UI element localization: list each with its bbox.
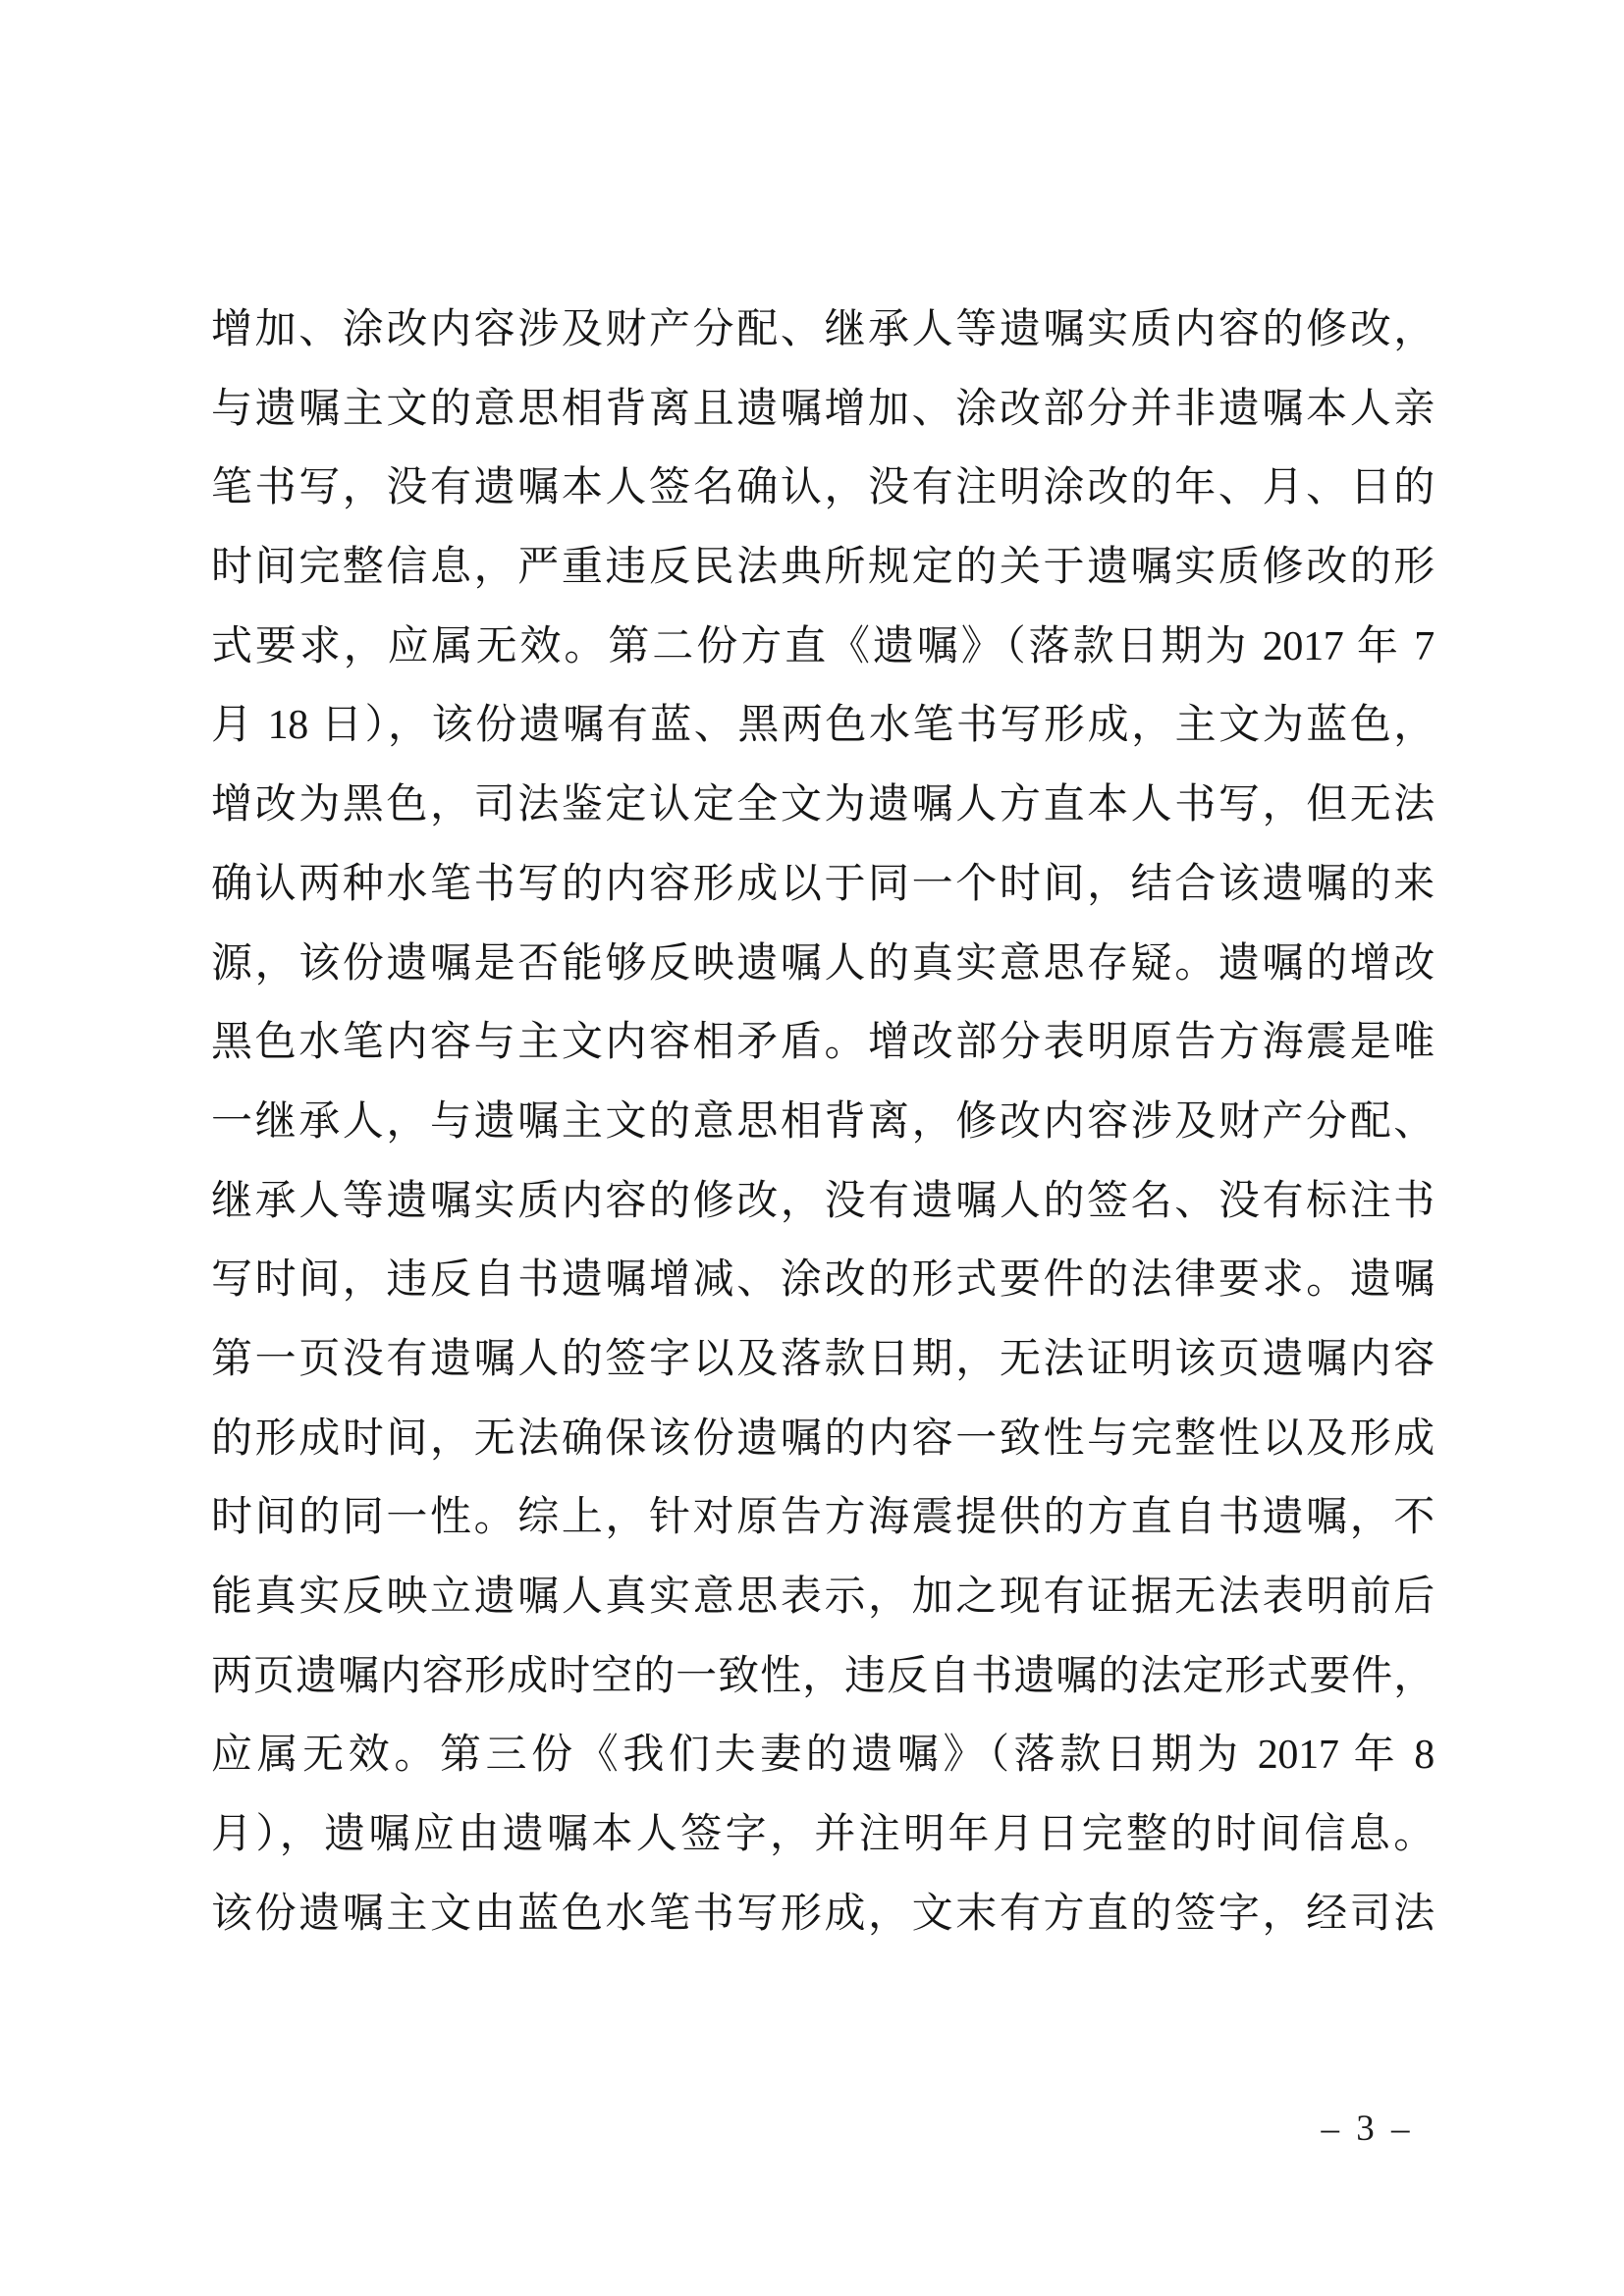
text-line: 黑色水笔内容与主文内容相矛盾。增改部分表明原告方海震是唯 xyxy=(211,1020,1435,1066)
text-line: 月 18 日），该份遗嘱有蓝、黑两色水笔书写形成，主文为蓝色， xyxy=(211,703,1435,749)
page-number: – 3 – xyxy=(1321,2109,1414,2149)
text-line: 笔书写，没有遗嘱本人签名确认，没有注明涂改的年、月、日的 xyxy=(211,465,1435,511)
text-line: 能真实反映立遗嘱人真实意思表示，加之现有证据无法表明前后 xyxy=(211,1575,1435,1620)
text-line: 应属无效。第三份《我们夫妻的遗嘱》（落款日期为 2017 年 8 xyxy=(211,1733,1435,1779)
text-line: 该份遗嘱主文由蓝色水笔书写形成，文末有方直的签字，经司法 xyxy=(211,1891,1435,1937)
text-line: 增加、涂改内容涉及财产分配、继承人等遗嘱实质内容的修改， xyxy=(211,307,1435,352)
text-line: 增改为黑色，司法鉴定认定全文为遗嘱人方直本人书写，但无法 xyxy=(211,782,1435,828)
text-line: 时间完整信息，严重违反民法典所规定的关于遗嘱实质修改的形 xyxy=(211,545,1435,591)
body-text xyxy=(211,291,1435,1953)
text-line: 的形成时间，无法确保该份遗嘱的内容一致性与完整性以及形成 xyxy=(211,1415,1435,1462)
text-line: 一继承人，与遗嘱主文的意思相背离，修改内容涉及财产分配、 xyxy=(211,1098,1435,1145)
text-line: 源，该份遗嘱是否能够反映遗嘱人的真实意思存疑。遗嘱的增改 xyxy=(211,940,1435,987)
text-line: 两页遗嘱内容形成时空的一致性，违反自书遗嘱的法定形式要件， xyxy=(211,1653,1435,1699)
text-line: 继承人等遗嘱实质内容的修改，没有遗嘱人的签名、没有标注书 xyxy=(211,1178,1435,1224)
text-line: 月），遗嘱应由遗嘱本人签字，并注明年月日完整的时间信息。 xyxy=(211,1812,1435,1858)
text-line: 式要求，应属无效。第二份方直《遗嘱》（落款日期为 2017 年 7 xyxy=(211,623,1435,669)
text-line: 时间的同一性。综上，针对原告方海震提供的方直自书遗嘱，不 xyxy=(211,1495,1435,1541)
text-line: 确认两种水笔书写的内容形成以于同一个时间，结合该遗嘱的来 xyxy=(211,861,1435,907)
text-line: 第一页没有遗嘱人的签字以及落款日期，无法证明该页遗嘱内容 xyxy=(211,1336,1435,1382)
text-line: 与遗嘱主文的意思相背离且遗嘱增加、涂改部分并非遗嘱本人亲 xyxy=(211,386,1435,432)
text-line: 写时间，违反自书遗嘱增减、涂改的形式要件的法律要求。遗嘱 xyxy=(211,1257,1435,1304)
